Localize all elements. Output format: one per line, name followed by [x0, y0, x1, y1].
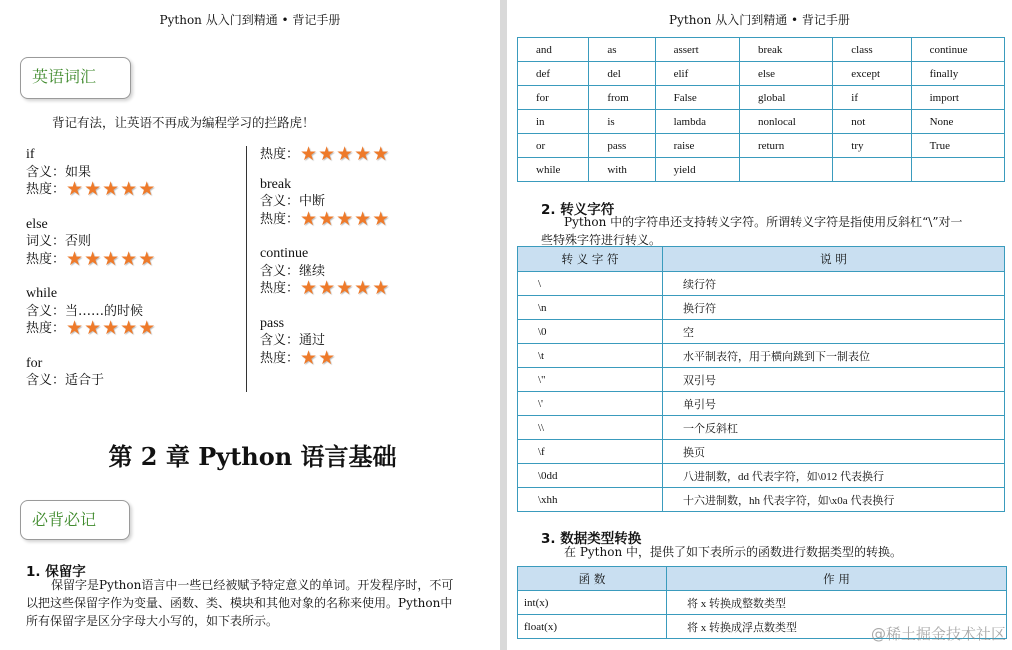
heat-row [260, 143, 390, 166]
keyword-cell: in [518, 110, 589, 134]
escape-header-desc: 说 明 [663, 247, 1005, 272]
star-icon: ★ [84, 178, 102, 201]
keyword-cell: is [589, 110, 655, 134]
keyword-cell: yield [655, 158, 739, 182]
heat-stars [300, 143, 390, 166]
keyword-cell: else [739, 62, 832, 86]
star-icon: ★ [120, 247, 138, 270]
star-icon: ★ [318, 143, 336, 166]
vocab-entry [260, 176, 390, 229]
star-icon: ★ [120, 317, 138, 340]
escape-char-cell: \t [518, 344, 663, 368]
heat-label: 热度： [260, 281, 300, 296]
vocab-word: while [26, 286, 58, 301]
keyword-row [518, 38, 1005, 62]
must-memorize-heading: 必背必记 [20, 500, 130, 540]
escape-desc-cell: 续行符 [663, 272, 1005, 296]
convert-func-cell: float(x) [518, 615, 667, 639]
keyword-cell: global [739, 86, 832, 110]
vocab-meaning: 含义：通过 [260, 333, 326, 348]
heat-label: 热度： [260, 350, 300, 366]
right-page [507, 0, 1012, 650]
vocab-entry [26, 216, 156, 269]
escape-header-row [518, 247, 1005, 272]
vocab-word: if [26, 147, 35, 162]
keyword-cell [833, 158, 911, 182]
section-2-title: 2. 转义字符 [541, 202, 615, 218]
left-page [0, 0, 500, 650]
convert-row [518, 591, 1007, 615]
heat-row [260, 346, 390, 369]
escape-desc-cell: 换页 [663, 440, 1005, 464]
keyword-cell: and [518, 38, 589, 62]
heat-row [26, 247, 156, 270]
keyword-row [518, 86, 1005, 110]
escape-row [518, 440, 1005, 464]
heat-stars [66, 247, 156, 270]
escape-char-cell: \0dd [518, 464, 663, 488]
keyword-cell: not [833, 110, 911, 134]
section-2-line-1: Python 中的字符串还支持转义字符。所谓转义字符是指使用反斜杠“\”对一 [564, 215, 963, 229]
star-icon: ★ [120, 178, 138, 201]
vocab-meaning: 含义：中断 [260, 194, 326, 209]
star-icon: ★ [354, 277, 372, 300]
heat-label: 热度： [26, 321, 66, 336]
section-2-body [541, 213, 1001, 249]
escape-char-cell: \0 [518, 320, 663, 344]
keyword-row [518, 158, 1005, 182]
escape-char-cell: \ [518, 272, 663, 296]
keyword-cell: with [589, 158, 655, 182]
section-3-body: 在 Python 中，提供了如下表所示的函数进行数据类型的转换。 [564, 545, 902, 559]
escape-row [518, 368, 1005, 392]
page-gutter [500, 0, 507, 650]
keyword-cell: finally [911, 62, 1004, 86]
star-icon: ★ [66, 317, 84, 340]
star-icon: ★ [372, 207, 390, 230]
keyword-row [518, 110, 1005, 134]
star-icon: ★ [300, 346, 318, 369]
escape-char-cell: \" [518, 368, 663, 392]
keyword-cell: class [833, 38, 911, 62]
section-1-line-3: 所有保留字是区分字母大小写的，如下表所示。 [26, 614, 279, 628]
keyword-cell: elif [655, 62, 739, 86]
escape-desc-cell: 双引号 [663, 368, 1005, 392]
vocab-meaning: 词义：否则 [26, 234, 92, 249]
star-icon: ★ [318, 277, 336, 300]
section-1-title: 1. 保留字 [26, 564, 86, 580]
vocab-word: break [260, 176, 292, 192]
star-icon: ★ [318, 346, 336, 369]
keyword-cell: nonlocal [739, 110, 832, 134]
keyword-cell: None [911, 110, 1004, 134]
star-icon: ★ [138, 317, 156, 340]
heat-row [26, 178, 156, 201]
keyword-cell: True [911, 134, 1004, 158]
star-icon: ★ [300, 207, 318, 230]
escape-char-cell: \xhh [518, 488, 663, 512]
star-icon: ★ [300, 143, 318, 166]
heat-row [26, 317, 156, 340]
escape-row [518, 272, 1005, 296]
heat-stars [66, 317, 156, 340]
star-icon: ★ [318, 207, 336, 230]
heat-row [260, 277, 390, 300]
keyword-cell: or [518, 134, 589, 158]
vocab-meaning: 含义：如果 [26, 164, 92, 180]
star-icon: ★ [336, 143, 354, 166]
keyword-cell: del [589, 62, 655, 86]
keyword-cell: return [739, 134, 832, 158]
left-running-header: Python 从入门到精通 • 背记手册 [159, 13, 341, 27]
heat-label: 热度： [26, 182, 66, 197]
escape-table [517, 246, 1005, 512]
vocab-entry [260, 245, 390, 298]
keyword-cell: raise [655, 134, 739, 158]
keyword-cell: try [833, 134, 911, 158]
column-divider [246, 146, 247, 392]
keyword-cell: lambda [655, 110, 739, 134]
escape-char-cell: \\ [518, 416, 663, 440]
section-1-body [26, 576, 496, 630]
heat-stars [300, 346, 336, 369]
star-icon: ★ [66, 247, 84, 270]
keyword-cell: assert [655, 38, 739, 62]
escape-header-char: 转 义 字 符 [518, 247, 663, 272]
escape-row [518, 320, 1005, 344]
star-icon: ★ [354, 143, 372, 166]
section-1-line-1: 保留字是Python语言中一些已经被赋予特定意义的单词。开发程序时，不可 [51, 578, 454, 592]
vocab-word: for [26, 355, 43, 371]
keyword-cell: pass [589, 134, 655, 158]
keyword-row [518, 134, 1005, 158]
escape-desc-cell: 水平制表符，用于横向跳到下一制表位 [663, 344, 1005, 368]
keyword-cell: break [739, 38, 832, 62]
escape-desc-cell: 十六进制数，hh 代表字符，如\x0a 代表换行 [663, 488, 1005, 512]
vocab-entry-top [260, 143, 390, 166]
heat-label: 热度： [26, 251, 66, 267]
section-1-line-2: 以把这些保留字作为变量、函数、类、模块和其他对象的名称来使用。Python中 [26, 596, 453, 610]
heat-stars [300, 277, 390, 300]
vocab-word: continue [260, 246, 309, 261]
keyword-cell: import [911, 86, 1004, 110]
vocab-column-1 [26, 146, 156, 407]
keyword-cell [739, 158, 832, 182]
chapter-title: 第 2 章 Python 语言基础 [108, 442, 397, 471]
keyword-cell: continue [911, 38, 1004, 62]
section-2-line-2: 些特殊字符进行转义。 [541, 233, 662, 247]
vocab-entry [26, 285, 156, 338]
star-icon: ★ [66, 178, 84, 201]
heat-row [260, 207, 390, 230]
star-icon: ★ [138, 178, 156, 201]
watermark: @稀土掘金技术社区 [870, 625, 1006, 643]
star-icon: ★ [372, 143, 390, 166]
convert-func-cell: int(x) [518, 591, 667, 615]
escape-desc-cell: 八进制数，dd 代表字符，如\012 代表换行 [663, 464, 1005, 488]
escape-desc-cell: 空 [663, 320, 1005, 344]
vocab-word: else [26, 216, 48, 232]
escape-desc-cell: 换行符 [663, 296, 1005, 320]
vocab-meaning: 含义：继续 [260, 263, 326, 279]
vocab-entry [26, 146, 156, 199]
vocab-entry [260, 315, 390, 368]
vocab-word: pass [260, 315, 285, 331]
vocab-entry [26, 355, 156, 390]
star-icon: ★ [138, 247, 156, 270]
convert-purpose-cell: 将 x 转换成浮点数类型 [667, 615, 1007, 639]
right-running-header: Python 从入门到精通 • 背记手册 [669, 13, 850, 27]
keyword-cell: while [518, 158, 589, 182]
keyword-cell: def [518, 62, 589, 86]
keyword-cell: as [589, 38, 655, 62]
keyword-cell: False [655, 86, 739, 110]
star-icon: ★ [300, 277, 318, 300]
keyword-cell: if [833, 86, 911, 110]
heat-stars [66, 178, 156, 201]
star-icon: ★ [84, 317, 102, 340]
heat-label: 热度： [260, 147, 300, 162]
keyword-cell [911, 158, 1004, 182]
convert-header-purpose: 作 用 [667, 567, 1007, 591]
star-icon: ★ [354, 207, 372, 230]
convert-header-row [518, 567, 1007, 591]
star-icon: ★ [336, 277, 354, 300]
vocab-heading: 英语词汇 [20, 57, 131, 99]
escape-row [518, 416, 1005, 440]
escape-char-cell: \f [518, 440, 663, 464]
escape-row [518, 488, 1005, 512]
vocab-intro: 背记有法，让英语不再成为编程学习的拦路虎！ [52, 115, 315, 130]
escape-row [518, 344, 1005, 368]
heat-stars [300, 207, 390, 230]
star-icon: ★ [102, 178, 120, 201]
convert-purpose-cell: 将 x 转换成整数类型 [667, 591, 1007, 615]
escape-row [518, 392, 1005, 416]
vocab-column-2 [260, 143, 390, 384]
escape-desc-cell: 一个反斜杠 [663, 416, 1005, 440]
escape-desc-cell: 单引号 [663, 392, 1005, 416]
star-icon: ★ [372, 277, 390, 300]
escape-row [518, 464, 1005, 488]
keyword-cell: for [518, 86, 589, 110]
star-icon: ★ [84, 247, 102, 270]
star-icon: ★ [102, 247, 120, 270]
escape-char-cell: \n [518, 296, 663, 320]
keyword-row [518, 62, 1005, 86]
escape-row [518, 296, 1005, 320]
vocab-meaning: 含义：当……的时候 [26, 303, 144, 319]
keyword-table [517, 37, 1005, 182]
heat-label: 热度： [260, 211, 300, 227]
section-3-title: 3. 数据类型转换 [541, 531, 642, 547]
star-icon: ★ [336, 207, 354, 230]
convert-header-func: 函 数 [518, 567, 667, 591]
vocab-meaning: 含义：适合于 [26, 373, 105, 388]
keyword-cell: except [833, 62, 911, 86]
star-icon: ★ [102, 317, 120, 340]
keyword-cell: from [589, 86, 655, 110]
escape-char-cell: \' [518, 392, 663, 416]
